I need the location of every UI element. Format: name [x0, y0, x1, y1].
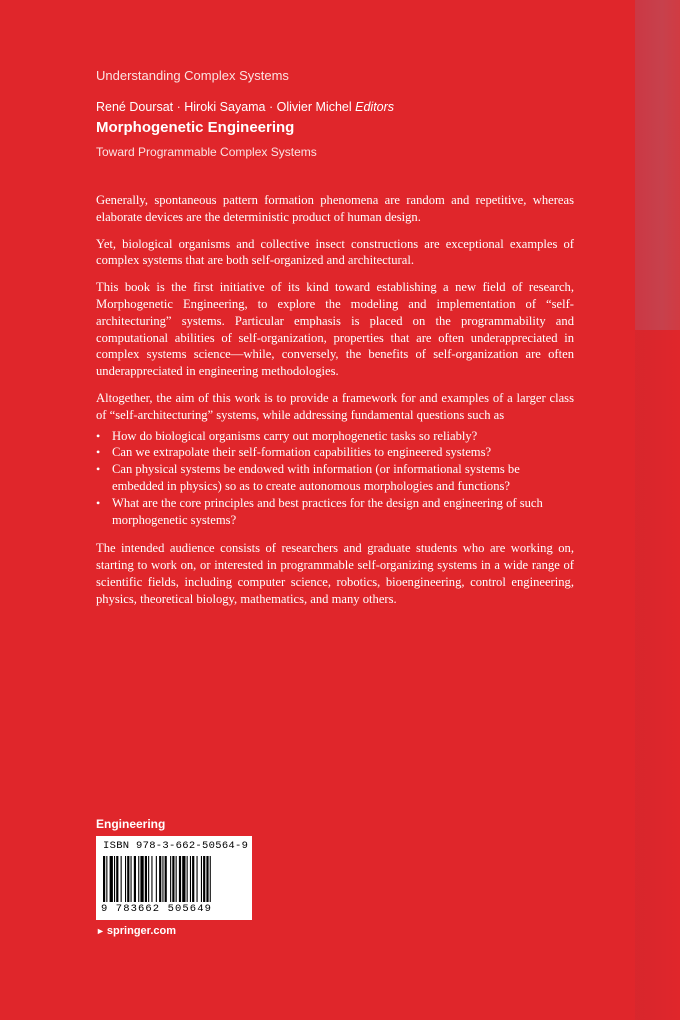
- question-item: • How do biological organisms carry out morphogenetic tasks so reliably?: [96, 428, 574, 445]
- question-item: • What are the core principles and best practices for the design and engineering of such morphogenetic systems?: [96, 495, 574, 529]
- barcode-bar: [201, 856, 202, 902]
- audience-paragraph: The intended audience consists of researchers and graduate students who are working on, starting to work on, or interested in programmable self-organizing systems in a wide range of scientific fields, including computer science, robotics, bioengineering, control engineering, physics, theoretical biology, mathematics, and many others.: [96, 541, 574, 606]
- editors-line: [96, 100, 394, 114]
- barcode-bar: [125, 856, 126, 902]
- isbn-label: ISBN 978-3-662-50564-9: [103, 840, 249, 852]
- barcode-bar: [179, 856, 181, 902]
- barcode-bar: [182, 856, 185, 902]
- barcode-bar: [165, 856, 167, 902]
- barcode-bar: [138, 856, 139, 902]
- blurb-paragraph: Generally, spontaneous pattern formation phenomena are random and repetitive, whereas elaborate devices are the deterministic product of human design.: [96, 193, 574, 224]
- blurb: [96, 192, 574, 618]
- blurb-paragraph: This book is the first initiative of its kind toward establishing a new field of research, Morphogenetic Engineering, to explore the modeling and implementation of “self-architecturing” systems. Particular emphasis is placed on the programmability and computational abilities of self-organization, properties that are often underappreciated in complex systems science—while, conversely, the benefits of self-organization are often underappreciated in engineering methodologies.: [96, 280, 574, 379]
- barcode-bar: [206, 856, 208, 902]
- barcode-bar: [131, 856, 132, 902]
- spine-shadow: [635, 330, 680, 1020]
- barcode-bar: [145, 856, 147, 902]
- barcode-bar: [159, 856, 161, 902]
- barcode-bar: [134, 856, 136, 902]
- editor-names: René Doursat · Hiroki Sayama · Olivier Michel: [96, 100, 352, 114]
- barcode-digits: 9 783662 505649: [101, 903, 213, 915]
- barcode-bar: [116, 856, 118, 902]
- barcode-bar: [156, 856, 157, 902]
- isbn-barcode: [96, 836, 252, 920]
- spine-edge: [635, 0, 680, 330]
- barcode-bar: [148, 856, 149, 902]
- barcode-bar: [127, 856, 129, 902]
- book-subtitle: Toward Programmable Complex Systems: [96, 145, 317, 159]
- question-list: [96, 428, 574, 529]
- barcode-bar: [187, 856, 188, 902]
- blurb-paragraph: Altogether, the aim of this work is to provide a framework for and examples of a larger class of “self-architecturing” systems, while addressing fundamental questions such as: [96, 390, 574, 422]
- publisher-url-text: springer.com: [106, 925, 176, 937]
- series-title: Understanding Complex Systems: [96, 68, 289, 83]
- barcode-bars: [103, 856, 247, 902]
- arrow-icon: ►: [96, 926, 105, 936]
- question-item: • Can physical systems be endowed with information (or informational systems be embedded in physics) so as to create autonomous morphologies and functions?: [96, 461, 574, 495]
- barcode-bar: [121, 856, 122, 902]
- subject-category: Engineering: [96, 817, 166, 831]
- barcode-bar: [114, 856, 115, 902]
- barcode-bar: [106, 856, 107, 902]
- barcode-bar: [210, 856, 211, 902]
- publisher-url: [96, 925, 176, 937]
- barcode-bar: [176, 856, 177, 902]
- barcode-bar: [170, 856, 171, 902]
- barcode-bar: [162, 856, 163, 902]
- barcode-bar: [103, 856, 105, 902]
- barcode-bar: [197, 856, 198, 902]
- barcode-bar: [203, 856, 205, 902]
- barcode-bar: [172, 856, 174, 902]
- barcode-bar: [110, 856, 113, 902]
- question-item: • Can we extrapolate their self-formation capabilities to engineered systems?: [96, 444, 574, 461]
- book-title: Morphogenetic Engineering: [96, 119, 295, 136]
- blurb-paragraph: Yet, biological organisms and collective insect constructions are exceptional examples of complex systems that are both self-organized and architectural.: [96, 236, 574, 268]
- barcode-bar: [151, 856, 152, 902]
- barcode-bar: [190, 856, 191, 902]
- editor-role: Editors: [355, 100, 395, 114]
- barcode-bar: [192, 856, 194, 902]
- barcode-bar: [140, 856, 143, 902]
